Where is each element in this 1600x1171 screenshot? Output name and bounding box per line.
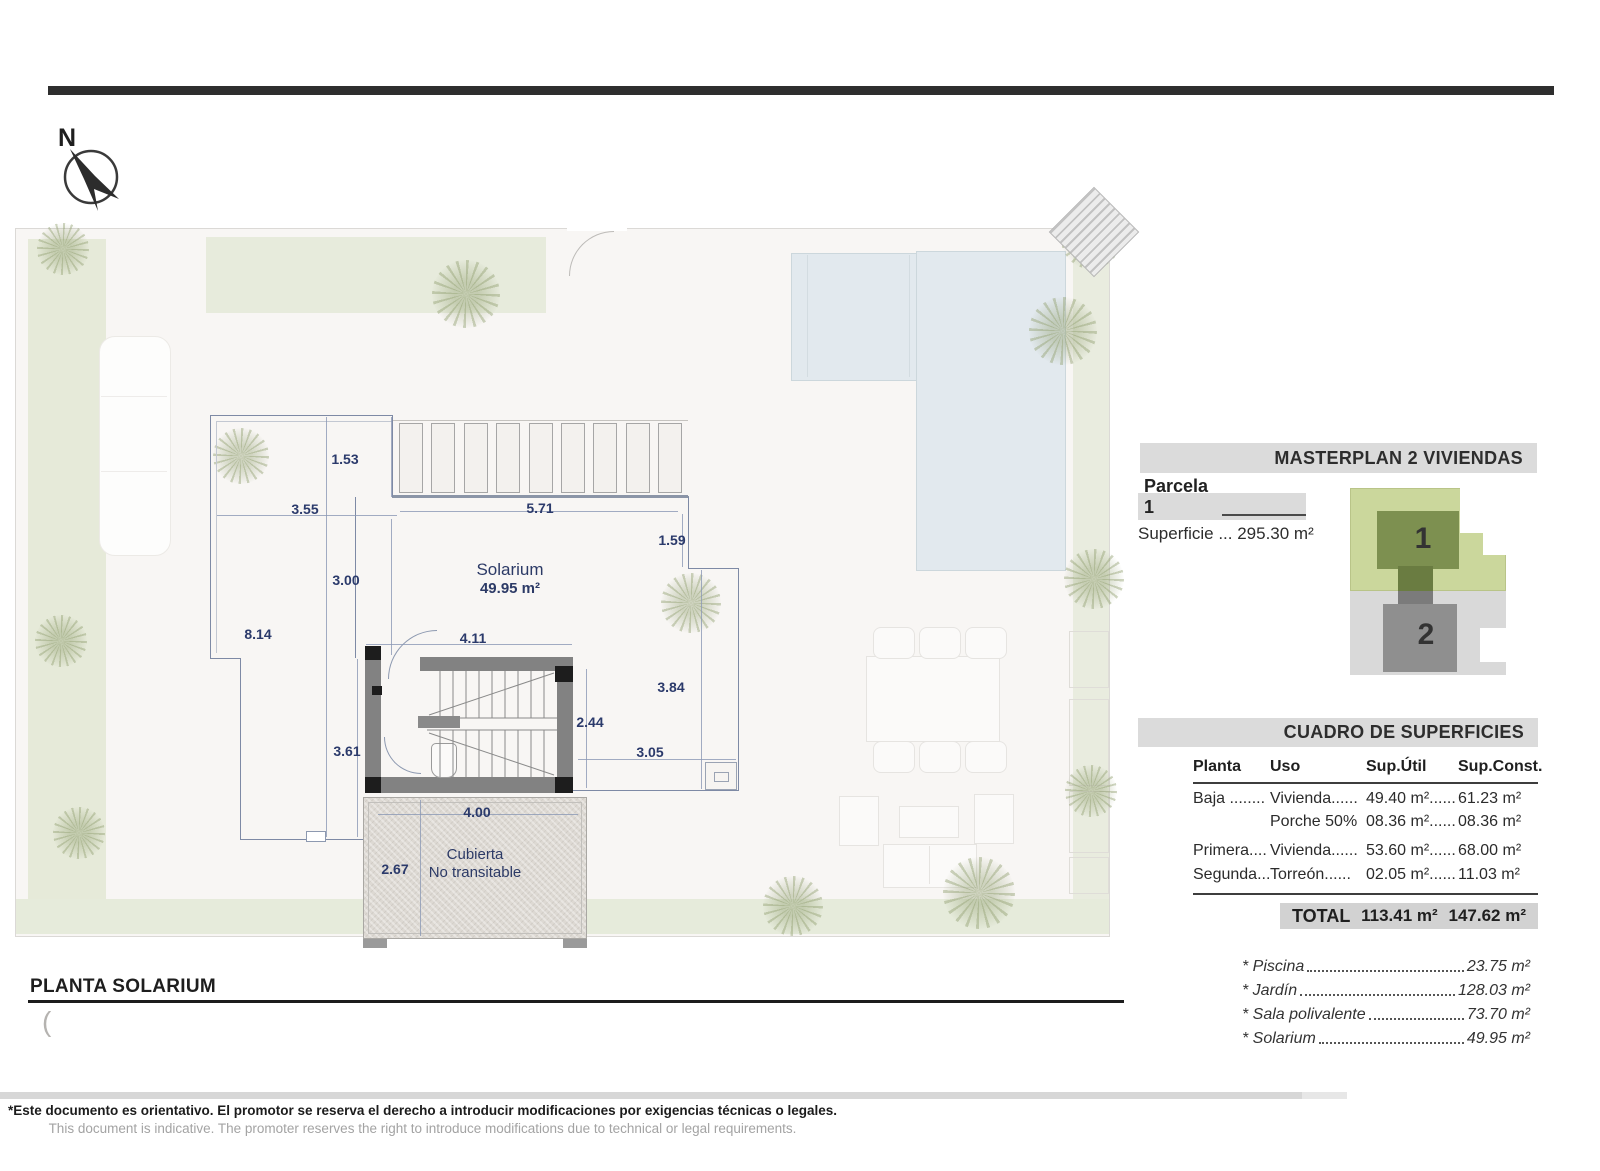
cuadro-header-bar xyxy=(1138,718,1538,747)
entrance-gap xyxy=(567,228,627,231)
parcela-underline xyxy=(1222,514,1306,516)
room-wall xyxy=(688,568,739,569)
plot2-number: 2 xyxy=(1417,618,1435,651)
chair xyxy=(873,627,915,659)
disclaimer-line2: This document is indicative. The promoter reserves the right to introduce modifications due to technical or legal requirements. xyxy=(48,1121,797,1136)
dimension-label: 3.05 xyxy=(636,744,664,760)
planter xyxy=(1069,631,1109,688)
pergola-slat xyxy=(561,423,585,493)
dotted-leader xyxy=(1369,1018,1464,1020)
plan-title-rule xyxy=(28,1000,1124,1003)
extras-list xyxy=(1242,952,1530,1048)
north-letter: N xyxy=(58,124,77,152)
cell: 08.36 m²...... xyxy=(1366,813,1456,830)
dimension-line xyxy=(420,800,421,936)
armchair xyxy=(974,794,1014,844)
pergola-slat xyxy=(431,423,455,493)
total-const: 147.62 m² xyxy=(1448,906,1526,925)
cell: Segunda... xyxy=(1193,866,1271,883)
extra-item xyxy=(1242,1000,1530,1024)
column xyxy=(372,686,382,695)
cuadro-rule xyxy=(1193,893,1538,895)
ac-unit-inner xyxy=(714,772,729,782)
extra-item xyxy=(1242,976,1530,1000)
dimension-line xyxy=(326,417,327,837)
masterplan-header-bar xyxy=(1140,443,1537,473)
dimension-label: 1.53 xyxy=(331,451,359,467)
dimension-label: 3.61 xyxy=(333,743,361,759)
disclaimer-line1: *Este documento es orientativo. El promotor se reserva el derecho a introducir modificaciones por exigencias técnicas o legales. xyxy=(7,1103,838,1118)
pergola-slat xyxy=(464,423,488,493)
cell: 49.40 m²...... xyxy=(1366,790,1456,807)
dimension-label: 5.71 xyxy=(526,500,554,516)
tree xyxy=(943,857,1015,929)
cell: 53.60 m²...... xyxy=(1366,842,1456,859)
cell: Primera.... xyxy=(1193,842,1267,859)
cuadro-table-header xyxy=(1193,758,1543,776)
cubierta-label xyxy=(395,846,555,882)
dimension-label: 1.59 xyxy=(658,532,686,548)
dimension-label: 2.67 xyxy=(381,861,409,877)
room-wall xyxy=(738,568,739,791)
column xyxy=(555,777,573,793)
staircase xyxy=(427,671,557,777)
dimension-label: 8.14 xyxy=(244,626,272,642)
col-header: Planta xyxy=(1193,758,1242,775)
extra-value: 23.75 m² xyxy=(1466,958,1530,975)
cell: 08.36 m² xyxy=(1458,813,1522,830)
terrace-inner-line xyxy=(216,421,393,422)
core-wall xyxy=(420,657,573,671)
extra-value: 73.70 m² xyxy=(1466,1006,1530,1023)
cubierta-line2: No transitable xyxy=(428,864,522,881)
chair xyxy=(919,627,961,659)
tree xyxy=(1029,297,1097,365)
chair xyxy=(873,741,915,773)
extra-label: * Jardín xyxy=(1242,982,1298,999)
table-row xyxy=(1193,813,1538,831)
tree xyxy=(213,428,269,484)
cell: Vivienda...... xyxy=(1270,842,1358,859)
pool xyxy=(791,253,918,381)
pergola-slat xyxy=(593,423,617,493)
room-name: Solarium xyxy=(476,560,544,579)
pergola-slat xyxy=(529,423,553,493)
room-label xyxy=(440,560,580,597)
total-label: TOTAL xyxy=(1292,905,1351,926)
terrace-outline xyxy=(210,415,393,416)
total-bar xyxy=(1280,903,1538,929)
footer-rule-light xyxy=(1302,1092,1347,1099)
car-window-line xyxy=(101,471,167,472)
dimension-label: 3.84 xyxy=(657,679,685,695)
extra-label: * Piscina xyxy=(1242,958,1305,975)
cell xyxy=(1193,813,1270,831)
tree xyxy=(35,615,87,667)
tree xyxy=(53,807,105,859)
extra-value: 49.95 m² xyxy=(1466,1030,1530,1047)
tree xyxy=(37,223,89,275)
extra-item xyxy=(1242,1024,1530,1048)
extra-value: 128.03 m² xyxy=(1457,982,1530,999)
extra-label: * Sala polivalente xyxy=(1242,1006,1366,1023)
cell: Vivienda...... xyxy=(1270,790,1358,807)
cell: Porche 50% xyxy=(1270,813,1358,830)
pool-step-line xyxy=(807,255,808,377)
dimension-label: 2.44 xyxy=(576,714,604,730)
pergola-slat xyxy=(496,423,520,493)
tree xyxy=(1064,549,1124,609)
tree xyxy=(432,260,500,328)
dimension-line xyxy=(391,519,392,655)
pool xyxy=(916,251,1066,571)
tree xyxy=(1065,765,1117,817)
room-wall xyxy=(573,790,739,791)
terrace-outline xyxy=(210,658,241,659)
top-rule xyxy=(48,86,1554,95)
plot-notch xyxy=(1480,628,1506,662)
terrace-inner-line xyxy=(216,421,217,653)
cubierta-line1: Cubierta xyxy=(446,846,504,863)
pergola-slat xyxy=(399,423,423,493)
masterplan-title: MASTERPLAN 2 VIVIENDAS xyxy=(1274,447,1523,468)
cuadro-rule xyxy=(1193,782,1538,784)
cell: 61.23 m² xyxy=(1458,790,1522,807)
dimension-label: 4.00 xyxy=(463,804,491,820)
masterplan-diagram xyxy=(1350,488,1506,675)
dining-table xyxy=(866,656,1000,742)
cell: 68.00 m² xyxy=(1458,842,1522,859)
cuadro-title: CUADRO DE SUPERFICIES xyxy=(1283,722,1524,742)
pergola-slat xyxy=(626,423,650,493)
cell: Torreón...... xyxy=(1270,866,1351,883)
cell: 11.03 m² xyxy=(1458,866,1520,883)
footer-rule xyxy=(0,1092,1302,1099)
north-arrow-icon xyxy=(63,149,123,215)
stray-mark: ( xyxy=(42,1006,52,1037)
armchair xyxy=(839,796,879,846)
chair xyxy=(965,741,1007,773)
dimension-label: 3.00 xyxy=(332,572,360,588)
chair xyxy=(919,741,961,773)
dimension-label: 4.11 xyxy=(459,630,487,646)
tree xyxy=(763,876,823,936)
dimension-line xyxy=(701,570,702,789)
dotted-leader xyxy=(1307,970,1464,972)
cell: Baja ........ xyxy=(1193,790,1266,807)
col-header: Uso xyxy=(1270,758,1301,775)
column xyxy=(365,777,381,793)
core-wall xyxy=(365,777,573,793)
table-row xyxy=(1193,866,1538,884)
plot1-number: 1 xyxy=(1414,522,1432,555)
terrace-vent xyxy=(306,831,326,842)
plot1-tower xyxy=(1398,566,1433,593)
car xyxy=(99,336,171,556)
parcela-highlight xyxy=(1138,476,1306,520)
parcela-label: Parcela 1 xyxy=(1144,476,1209,517)
dotted-leader xyxy=(1319,1042,1464,1044)
core-wall xyxy=(365,660,381,793)
col-header: Sup.Útil xyxy=(1366,758,1427,775)
plot-notch xyxy=(1460,488,1506,533)
superficie-text: Superficie ... 295.30 m² xyxy=(1138,524,1314,543)
dimension-label: 3.55 xyxy=(291,501,319,517)
room-area: 49.95 m² xyxy=(479,580,541,597)
terrace-outline xyxy=(240,658,241,840)
coffee-table xyxy=(899,806,959,838)
pool-step-line xyxy=(909,255,910,377)
plot-notch xyxy=(1483,533,1506,555)
column xyxy=(365,646,381,660)
cell: 02.05 m²...... xyxy=(1366,866,1456,883)
sofa-divider xyxy=(929,846,930,884)
roof-foot xyxy=(563,939,587,948)
planter xyxy=(1069,857,1109,894)
terrace-outline xyxy=(240,839,366,840)
table-row xyxy=(1193,790,1538,808)
roof-foot xyxy=(363,939,387,948)
extra-label: * Solarium xyxy=(1242,1030,1316,1047)
col-header: Sup.Const. xyxy=(1458,758,1543,775)
extra-item xyxy=(1242,952,1530,976)
pergola xyxy=(393,420,688,497)
plan-title: PLANTA SOLARIUM xyxy=(30,976,217,997)
table-row xyxy=(1193,842,1538,860)
car-window-line xyxy=(101,396,167,397)
column xyxy=(555,666,573,682)
terrace-outline xyxy=(210,415,211,659)
dimension-line xyxy=(391,417,392,497)
dotted-leader xyxy=(1300,994,1455,996)
total-util: 113.41 m² xyxy=(1361,906,1438,925)
gate-arc xyxy=(569,231,614,276)
chair xyxy=(965,627,1007,659)
pergola-slat xyxy=(658,423,682,493)
tree xyxy=(661,573,721,633)
